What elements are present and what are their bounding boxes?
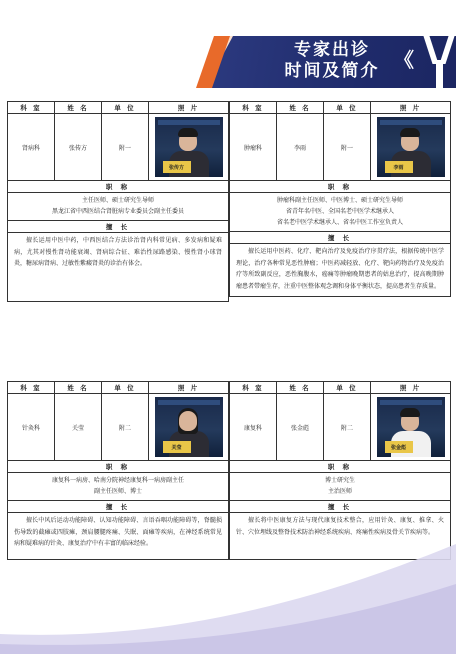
unit-header: 单 位: [102, 102, 149, 113]
dept-value: 肿瘤科: [230, 114, 277, 180]
title-line: 主治医师: [327, 488, 352, 495]
page-title: [272, 40, 392, 82]
specialty-text: 擅长中风后运动功能障碍、认知功能障碍、言语吞咽功能障碍等，脊髓损伤导致的截瘫或四肢瘫，颈肩腰腿疼痛、失眠、面瘫等疾病，在神经系统常见病和疑难病的针灸、康复治疗中有丰富的临床经验。: [14, 517, 222, 547]
title-line: 省青年名中医、全国名老中医学术继承人: [285, 208, 394, 215]
name-plate: 张金彪: [385, 441, 413, 453]
titles-header: 职 称: [327, 463, 353, 471]
name-header: 姓 名: [277, 102, 324, 113]
unit-value: 附一: [102, 114, 149, 180]
unit-header: 单 位: [324, 102, 371, 113]
name-value: 关莹: [55, 394, 102, 460]
doctor-photo: [377, 397, 445, 457]
photo-header: 照 片: [177, 104, 200, 112]
chevron-left-icon: 《: [394, 48, 414, 72]
y-logo-icon: [424, 36, 456, 88]
decorative-wave: [0, 514, 456, 654]
dept-header: 科 室: [230, 102, 277, 113]
titles-header: 职 称: [105, 183, 131, 191]
title-line: 肿瘤科副主任医师、中医博士、硕士研究生导师: [276, 197, 403, 204]
titles-list: [8, 473, 228, 500]
name-header: 姓 名: [277, 382, 324, 393]
doctor-card-li-yu: [229, 101, 451, 297]
dept-header: 科 室: [8, 102, 55, 113]
titles-list: [230, 193, 450, 231]
name-plate: 李雨: [385, 161, 413, 173]
title-line: 博士研究生: [324, 477, 355, 484]
doctor-photo: [377, 117, 445, 177]
unit-value: 附二: [102, 394, 149, 460]
photo-header: 照 片: [399, 104, 422, 112]
unit-header: 单 位: [324, 382, 371, 393]
page-title-line2: 时间及简介: [284, 61, 380, 81]
specialty-text: 擅长运用中医药、化疗、靶向治疗及免疫治疗序贯疗法，根据传统中医学理论，治疗各种常见恶性肿瘤；中医药减轻放、化疗、靶向药物治疗及免疫治疗等所致副反应，恶性胸腹水，癌痛等肿瘤晚期患者的姑息治疗，提高晚期肿瘤患者带瘤生存，注重中医整体观念调和身体平衡状态，提高患者生存质量。: [236, 248, 444, 290]
specialty-header: 擅 长: [105, 503, 131, 511]
titles-list: [230, 473, 450, 500]
name-header: 姓 名: [55, 382, 102, 393]
specialty-text: 擅长将中医康复方法与现代康复技术整合，应用针灸、康复、推拿、火针、穴位埋线及整脊技术防治神经系统疾病、疼痛性疾病及骨关节疾病等。: [236, 517, 444, 536]
dept-value: 肾病科: [8, 114, 55, 180]
title-line: 主任医师、硕士研究生导师: [81, 197, 154, 204]
titles-list: [8, 193, 228, 220]
specialty-text: 擅长运用中医中药，中西医结合方法诊治肾内科常见病、多发病和疑难病，尤其对慢性肾功能衰竭、肾病综合征、难治性尿路感染、慢性肾小球肾炎，糖尿病肾病、过敏性紫癜肾炎的诊治有体会。: [14, 237, 222, 267]
unit-value: 附二: [324, 394, 371, 460]
name-value: 李雨: [277, 114, 324, 180]
photo-header: 照 片: [177, 384, 200, 392]
doctor-photo: [155, 397, 223, 457]
specialty-header: 擅 长: [105, 223, 131, 231]
title-line: 省名老中医学术继承人、省名中医工作室负责人: [276, 219, 403, 226]
name-header: 姓 名: [55, 102, 102, 113]
dept-header: 科 室: [8, 382, 55, 393]
dept-header: 科 室: [230, 382, 277, 393]
name-value: 张金彪: [277, 394, 324, 460]
specialty-header: 擅 长: [327, 503, 353, 511]
title-line: 康复科一病房、哈南分院神经康复科一病房副主任: [51, 477, 184, 484]
name-value: 张传方: [55, 114, 102, 180]
unit-header: 单 位: [102, 382, 149, 393]
doctor-photo: [155, 117, 223, 177]
photo-header: 照 片: [399, 384, 422, 392]
titles-header: 职 称: [327, 183, 353, 191]
doctor-card-zhang-chuanfang: [7, 101, 229, 302]
specialty-header: 擅 长: [327, 234, 353, 242]
name-plate: 张传方: [163, 161, 191, 173]
page-title-line1: 专家出诊: [294, 40, 370, 60]
dept-value: 康复科: [230, 394, 277, 460]
title-line: 副主任医师、博士: [93, 488, 142, 495]
titles-header: 职 称: [105, 463, 131, 471]
dept-value: 针灸科: [8, 394, 55, 460]
unit-value: 附一: [324, 114, 371, 180]
title-line: 黑龙江省中西医结合肾脏病专业委员会副主任委员: [51, 208, 184, 215]
name-plate: 关莹: [163, 441, 191, 453]
